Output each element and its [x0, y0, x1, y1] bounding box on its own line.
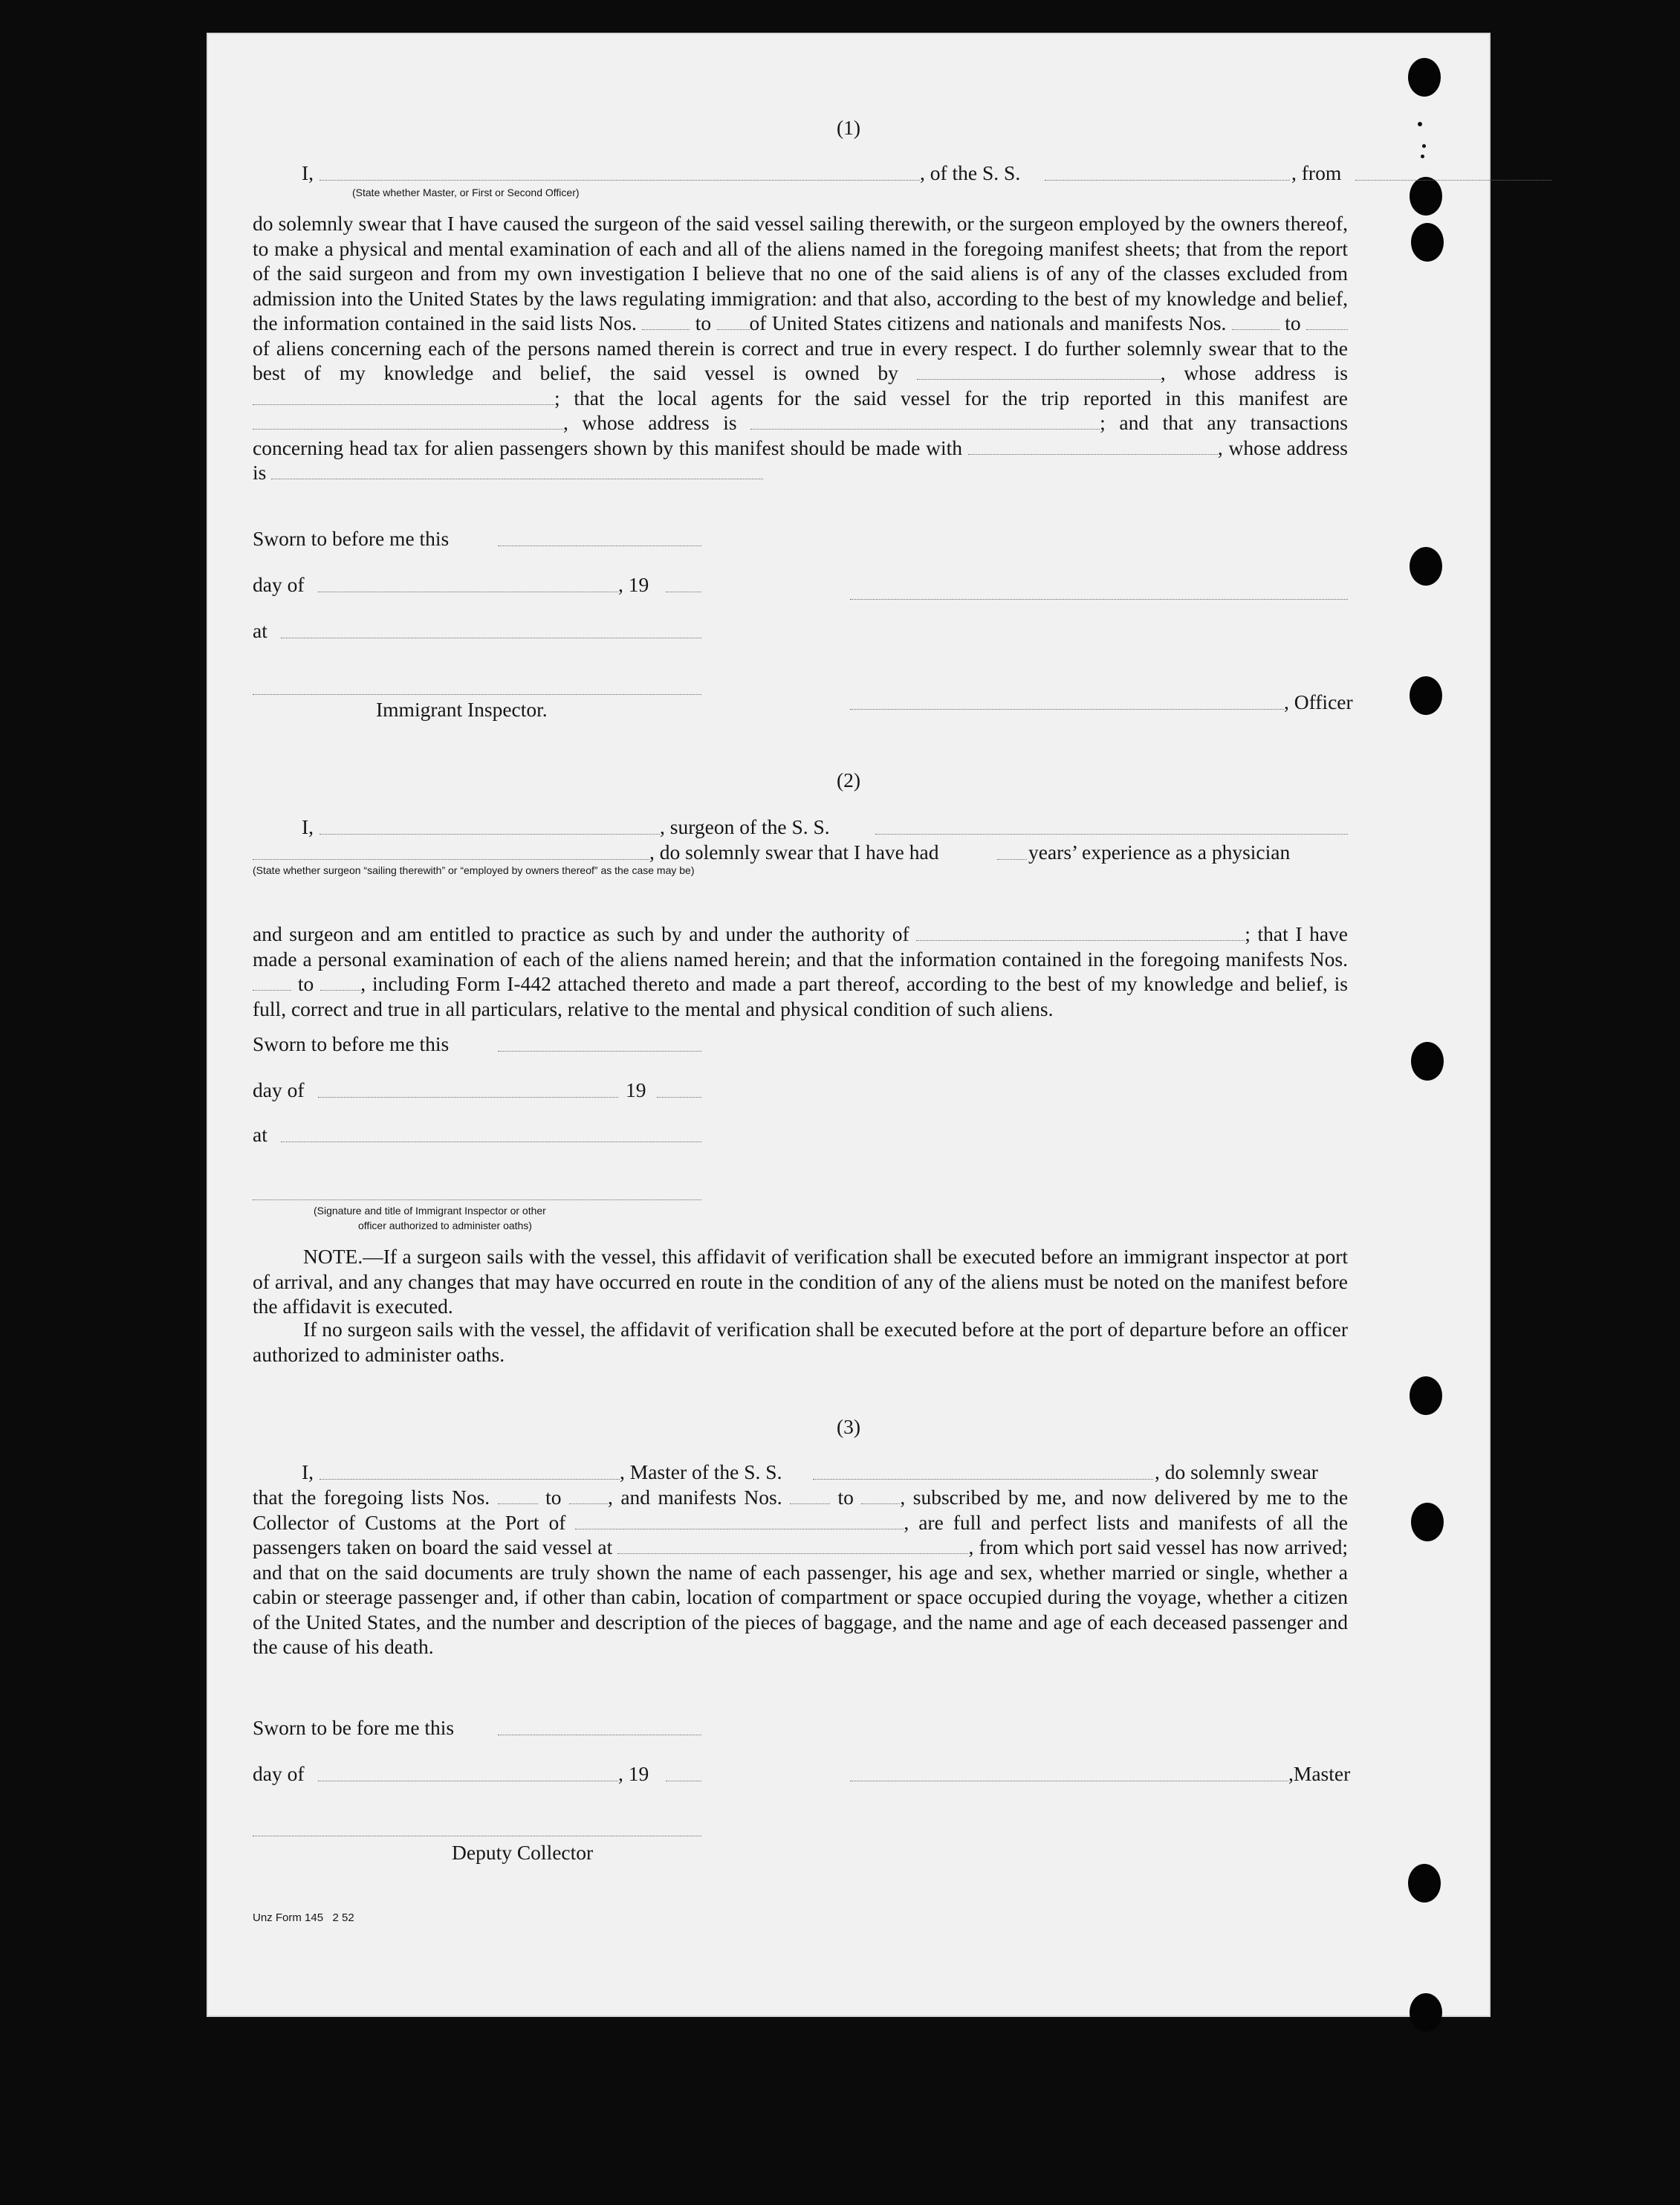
s1-inspector-label: Immigrant Inspector. [376, 698, 548, 721]
s3-day-of: day of [253, 1762, 305, 1785]
s2-sworn-line [498, 1051, 701, 1052]
s2-vessel-line [875, 834, 1348, 835]
s2-surgeon-of: , surgeon of the S. S. [660, 815, 830, 838]
s1-at: at [253, 619, 267, 642]
s3-oath-body: that the foregoing lists Nos. to , and manifests Nos. to , subscribed by me, and now delivered by me to the Collector of Customs at the Port of , are full and perfect lists and manifests of all the passengers taken on board the said vessel at , from which port said vessel has now arrived; and that on the said documents are truly shown the name of each passenger, his age and sex, whether married or single, whether a cabin or steerage passenger and, if other than cabin, location of compartment or space occupied during the voyage, whether a citizen of the United States, and the number and description of the pieces of baggage, and the name and age of each deceased passenger and the cause of his death. [253, 1486, 1349, 1658]
s3-vessel-line [813, 1479, 1153, 1480]
punch-hole [1411, 223, 1444, 262]
s1-officer-label: , Officer [1284, 690, 1353, 713]
s3-master-of: , Master of the S. S. [620, 1460, 782, 1483]
s3-year: , 19 [618, 1762, 649, 1785]
s1-oath-body: do solemnly swear that I have caused the surgeon of the said vessel sailing therewith, or the surgeon employed by the owners thereof, to make a physical and mental examination of each and all of the aliens named in the foregoing manifest sheets; that from the report of the said surgeon and from my own investigation I believe that no one of the said aliens is of any of the classes excluded from admission into the United States by the laws regulating immigration: and that also, according to the best of my knowledge and belief, the information contained in the said lists Nos. to of United States citizens and nationals and manifests Nos. to of aliens concerning each of the persons named therein is correct and true in every respect. I do further solemnly swear that to the best of my knowledge and belief, the said vessel is owned by , whose address is ; that the local agents for the said vessel for the trip reported in this manifest are , whose address is ; and that any transactions concerning head tax for alien passengers shown by this manifest should be made with , whose address is [253, 212, 1349, 484]
s3-deputy-label: Deputy Collector [452, 1841, 594, 1864]
punch-hole [1410, 547, 1442, 586]
s1-title-note: (State whether Master, or First or Second Officer) [352, 187, 580, 198]
s1-vessel-line [1045, 180, 1290, 181]
s2-years-line [997, 859, 1027, 860]
s2-name-line [320, 834, 660, 835]
s1-sworn-line [498, 545, 701, 546]
s1-officer-line [850, 709, 1284, 710]
s2-at: at [253, 1123, 267, 1146]
s1-title-line [320, 180, 920, 181]
s2-note-paragraph: NOTE.—If a surgeon sails with the vessel, this affidavit of verification shall be executed before an immigrant inspector at port of arrival, and any changes that may have occurred en route in the condition of any of the aliens must be noted on the manifest before the affidavit is executed. [253, 1245, 1348, 1318]
ink-speck [1422, 144, 1426, 148]
s2-status-note: (State whether surgeon “sailing therewith” or “employed by owners thereof” as the case may be) [253, 864, 695, 876]
s2-i-label: I, [302, 815, 314, 838]
s2-swear: , do solemnly swear that I have had [649, 841, 939, 864]
s2-year-line [657, 1097, 701, 1098]
s3-sworn: Sworn to be fore me this [253, 1716, 455, 1739]
punch-hole [1411, 1042, 1444, 1081]
s2-day-of: day of [253, 1078, 305, 1101]
s3-i-label: I, [302, 1460, 314, 1483]
s2-day-line [318, 1097, 618, 1098]
punch-hole [1410, 177, 1442, 216]
s2-note-paragraph-2: If no surgeon sails with the vessel, the affidavit of verification shall be executed before at the port of departure before an officer authorized to administer oaths. [253, 1318, 1348, 1366]
section-1-number: (1) [836, 116, 861, 139]
form-number: Unz Form 145 2 52 [253, 1911, 354, 1924]
ink-speck [1421, 155, 1424, 158]
s3-name-line [320, 1479, 620, 1480]
s1-signature-line [850, 599, 1348, 600]
s2-year: 19 [626, 1078, 646, 1101]
s1-from-line [1355, 180, 1551, 181]
s2-signature-line [253, 1199, 701, 1200]
s1-of-ss: , of the S. S. [920, 161, 1021, 184]
s1-sworn: Sworn to before me this [253, 527, 450, 550]
punch-hole [1408, 58, 1441, 97]
punch-hole [1408, 1864, 1441, 1903]
punch-hole [1410, 1376, 1442, 1415]
s2-years: years’ experience as a physician [1028, 841, 1291, 864]
s2-sig-note-2: officer authorized to administer oaths) [358, 1220, 532, 1231]
form-page [207, 33, 1491, 2017]
s1-from: , from [1291, 161, 1342, 184]
punch-hole [1411, 1503, 1444, 1541]
s2-sworn: Sworn to before me this [253, 1032, 450, 1055]
punch-hole [1410, 1993, 1442, 2032]
s2-status-line [253, 859, 649, 860]
punch-hole [1410, 676, 1442, 715]
s2-oath-body: and surgeon and am entitled to practice as such by and under the authority of ; that I have made a personal examination of each of the aliens named herein; and that the information contained in the foregoing manifests Nos. to , including Form I-442 attached thereto and made a part thereof, according to the best of my knowledge and belief, is full, correct and true in all particulars, relative to the mental and physical condition of such aliens. [253, 922, 1349, 1020]
s3-master-label: ,Master [1288, 1762, 1351, 1785]
s3-do-swear: , do solemnly swear [1155, 1460, 1318, 1483]
s1-i-label: I, [302, 161, 314, 184]
s1-inspector-line [253, 694, 701, 695]
s1-year: , 19 [618, 573, 649, 596]
section-2-number: (2) [836, 768, 861, 791]
s1-day-of: day of [253, 573, 305, 596]
section-3-number: (3) [836, 1415, 861, 1438]
s2-sig-note-1: (Signature and title of Immigrant Inspector or other [314, 1205, 546, 1217]
